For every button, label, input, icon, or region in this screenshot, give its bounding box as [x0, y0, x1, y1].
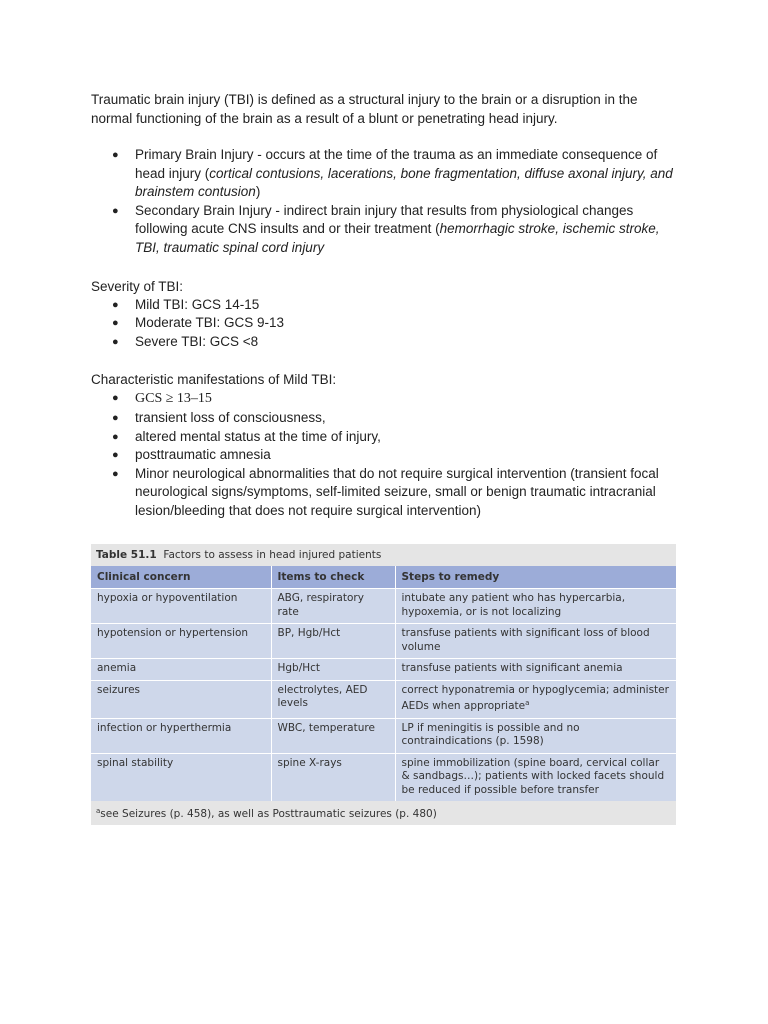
table-cell: WBC, temperature: [271, 718, 395, 753]
table-cell: spine X-rays: [271, 753, 395, 801]
list-item: ● transient loss of consciousness,: [91, 409, 681, 428]
table-cell: Hgb/Hct: [271, 659, 395, 681]
factors-table-figure: [91, 544, 676, 825]
table-title: Factors to assess in head injured patients: [163, 549, 382, 561]
table-cell: seizures: [91, 680, 271, 718]
manifestations-list: [91, 389, 681, 520]
list-item: ● Secondary Brain Injury - indirect brain injury that results from physiological changes following acute CNS insults and or their treatment (hemorrhagic stroke, ischemic stroke, TBI, traumatic spinal cord injury: [112, 202, 660, 255]
table-cell: hypoxia or hypoventilation: [91, 589, 271, 624]
table-row: [91, 753, 676, 801]
table-cell: hypotension or hypertension: [91, 624, 271, 659]
table-header-row: [91, 566, 676, 589]
table-cell: anemia: [91, 659, 271, 681]
table-row: [91, 659, 676, 681]
table-cell: transfuse patients with significant loss of blood volume: [395, 624, 676, 659]
table-cell: correct hyponatremia or hypoglycemia; administer AEDs when appropriate$^a$: [395, 680, 676, 718]
list-item: ● posttraumatic amnesia: [91, 446, 681, 465]
bullet-icon: ●: [112, 392, 119, 405]
bullet-icon: ●: [112, 317, 119, 330]
table-cell: spinal stability: [91, 753, 271, 801]
bullet-icon: ●: [112, 335, 119, 348]
footnote-marker: a: [96, 807, 101, 815]
bullet-icon: ●: [112, 204, 119, 217]
list-item: ● GCS ≥ 13–15: [112, 391, 212, 407]
severity-heading: Severity of TBI:: [91, 278, 184, 294]
table-row: [91, 624, 676, 659]
table-cell: intubate any patient who has hypercarbia, hypoxemia, or is not localizing: [395, 589, 676, 624]
table-cell: infection or hyperthermia: [91, 718, 271, 753]
table-caption: [91, 544, 676, 566]
severity-list: [91, 296, 681, 352]
manifestations-heading: Characteristic manifestations of Mild TBI:: [91, 372, 337, 388]
document-body: [91, 90, 681, 521]
list-item: ● Severe TBI: GCS <8: [91, 333, 681, 352]
list-item: ● Primary Brain Injury - occurs at the time of the trauma as an immediate consequence of head injury (cortical contusions, lacerations, bone fragmentation, diffuse axonal injury, and brainstem contusion): [112, 147, 673, 200]
bullet-icon: ●: [112, 430, 119, 443]
bullet-icon: ●: [112, 298, 119, 311]
table-cell: BP, Hgb/Hct: [271, 624, 395, 659]
table-cell: spine immobilization (spine board, cervical collar & sandbags…); patients with locked facets should be reduced if possible before transfer: [395, 753, 676, 801]
table-cell: LP if meningitis is possible and no contraindications (p. 1598): [395, 718, 676, 753]
list-item: ● Minor neurological abnormalities that do not require surgical intervention (transient focal neurological signs/symptoms, self-limited seizure, small or benign traumatic intracranial lesion/bleeding that does not require surgical intervention): [112, 465, 659, 518]
bullet-icon: ●: [112, 149, 119, 161]
table-row: [91, 680, 676, 718]
bullet-icon: ●: [112, 411, 119, 424]
column-header: Items to check: [271, 566, 395, 589]
factors-table: [91, 566, 676, 801]
table-cell: ABG, respiratory rate: [271, 589, 395, 624]
list-item: ● Mild TBI: GCS 14-15: [91, 296, 681, 315]
footnote-marker: a: [525, 699, 530, 707]
tbi-types-list: [91, 146, 681, 258]
column-header: Clinical concern: [91, 566, 271, 589]
bullet-icon: ●: [112, 467, 119, 480]
table-row: [91, 589, 676, 624]
table-cell: transfuse patients with significant anemia: [395, 659, 676, 681]
list-item: ● Moderate TBI: GCS 9-13: [91, 314, 681, 333]
table-cell: electrolytes, AED levels: [271, 680, 395, 718]
table-footnote: $^a$see Seizures (p. 458), as well as Posttraumatic seizures (p. 480): [91, 801, 676, 825]
intro-paragraph: Traumatic brain injury (TBI) is defined as a structural injury to the brain or a disruption in the normal functioning of the brain as a result of a blunt or penetrating head injury.: [91, 92, 638, 126]
column-header: Steps to remedy: [395, 566, 676, 589]
table-label: Table 51.1: [96, 549, 157, 561]
bullet-icon: ●: [112, 449, 119, 462]
list-item: ● altered mental status at the time of injury,: [91, 428, 681, 447]
table-row: [91, 718, 676, 753]
